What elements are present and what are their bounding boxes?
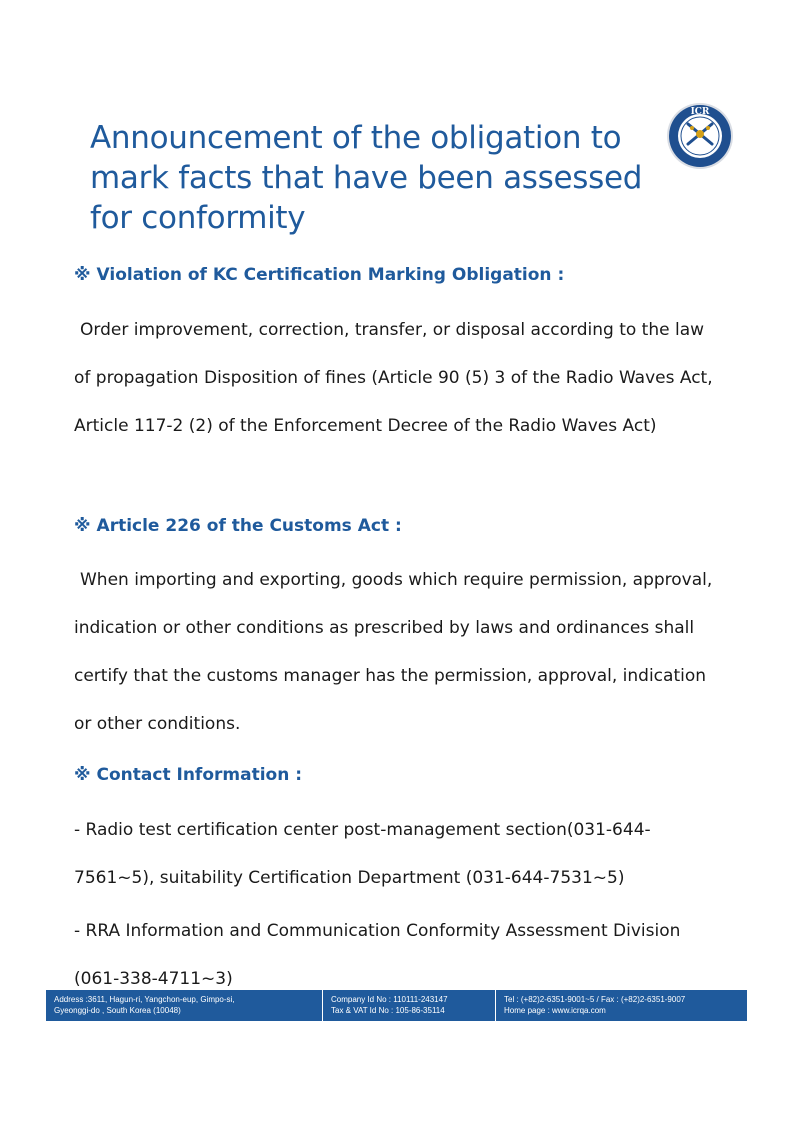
footer-contact: [495, 990, 747, 1021]
footer-homepage-link[interactable]: Home page : www.icrqa.com: [504, 1006, 606, 1015]
section-heading-text: Violation of KC Certification Marking Obligation :: [96, 265, 565, 285]
footer-address-line2: Gyeonggi-do , South Korea (10048): [54, 1006, 181, 1015]
footer-company-ids: [322, 990, 495, 1021]
contact-item-radio-test-center: - Radio test certification center post-management section(031-644-7561~5), suitability Certification Department (031-644-7531~5): [74, 820, 651, 888]
icr-seal-logo: [666, 102, 734, 170]
footer-company-id: Company Id No : 110111-243147: [331, 995, 448, 1004]
section-body-customs-act: When importing and exporting, goods which require permission, approval, indication or other conditions as prescribed by laws and ordinances shall certify that the customs manager has the permission, approval, indication or other conditions.: [74, 570, 713, 734]
section-body-kc-violation: Order improvement, correction, transfer, or disposal according to the law of propagation Disposition of fines (Article 90 (5) 3 of the Radio Waves Act, Article 117-2 (2) of the Enforcement Decree of the Radio Waves Act): [74, 320, 713, 436]
section-heading-text: Contact Information :: [96, 765, 303, 785]
page-title: Announcement of the obligation to mark facts that have been assessed for conformity: [90, 120, 643, 236]
contact-item-rra-division: - RRA Information and Communication Conformity Assessment Division (061-338-4711~3): [74, 921, 681, 989]
footer-address: [46, 990, 322, 1021]
reference-mark: ※: [74, 765, 91, 785]
reference-mark: ※: [74, 265, 91, 285]
footer-tax-id: Tax & VAT Id No : 105-86-35114: [331, 1006, 445, 1015]
section-heading-kc-violation: [74, 265, 564, 285]
section-heading-text: Article 226 of the Customs Act :: [96, 516, 402, 536]
footer-address-line1: Address :3611, Hagun-ri, Yangchon-eup, Gimpo-si,: [54, 995, 235, 1004]
footer-tel-fax: Tel : (+82)2-6351-9001~5 / Fax : (+82)2-6351-9007: [504, 995, 686, 1004]
reference-mark: ※: [74, 516, 91, 536]
section-heading-customs-act: [74, 516, 402, 536]
footer-bar: [46, 990, 747, 1021]
section-heading-contact-info: [74, 765, 302, 785]
logo-text: ICR: [690, 107, 710, 117]
